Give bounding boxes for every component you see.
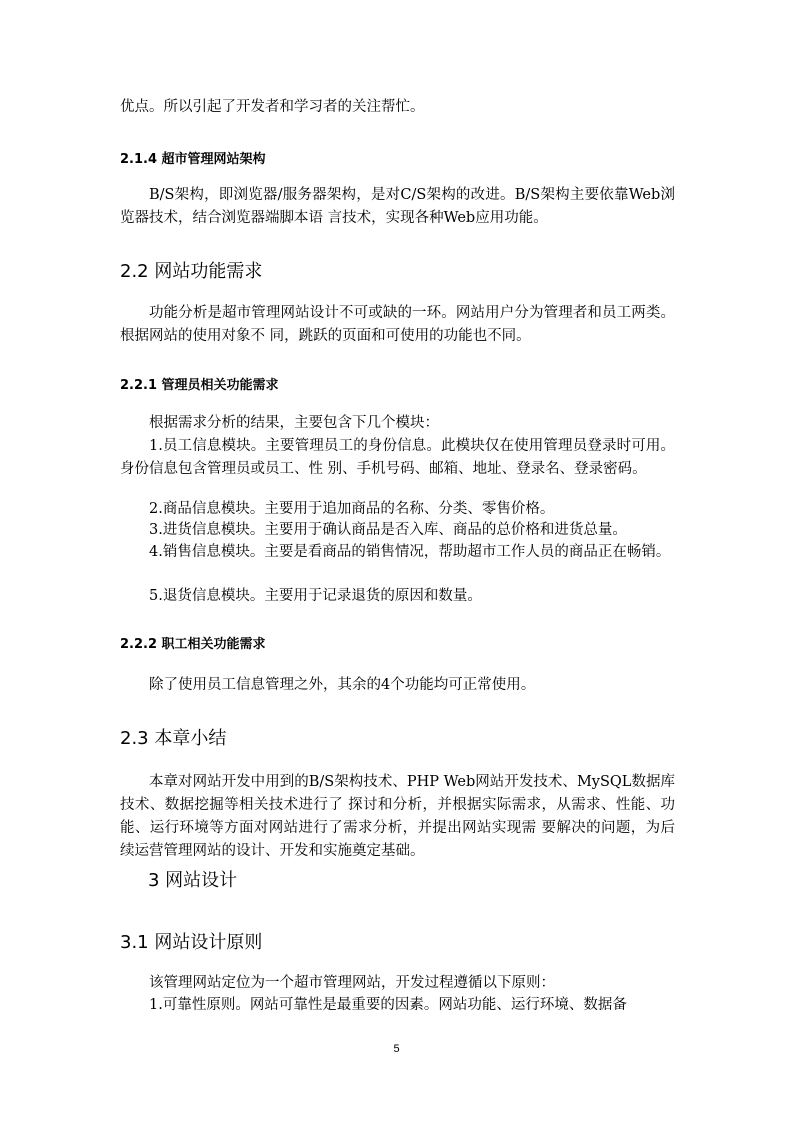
paragraph-module-1: 1.员工信息模块。主要管理员工的身份信息。此模块仅在使用管理员登录时可用。身份信息包含管理员或员工、性 别、手机号码、邮箱、地址、登录名、登录密码。 [120, 438, 675, 477]
paragraph-principles-intro: 该管理网站定位为一个超市管理网站，开发过程遵循以下原则： [149, 975, 555, 991]
paragraph-module-2: 2.商品信息模块。主要用于追加商品的名称、分类、零售价格。 [149, 501, 555, 517]
paragraph-modules-intro: 根据需求分析的结果，主要包含下几个模块： [149, 415, 439, 431]
paragraph-chapter-summary: 本章对网站开发中用到的B/S架构技术、PHP Web网站开发技术、MySQL数据库技术、数据挖掘等相关技术进行了 探讨和分析，并根据实际需求，从需求、性能、功能、运行环境等方面对网站进行了需求分析，并提出网站实现需 要解决的问题，为后续运营管理网站的设计、开发和实施奠定基础。 [120, 774, 675, 859]
paragraph-module-4: 4.销售信息模块。主要是看商品的销售情况，帮助超市工作人员的商品正在畅销。 [149, 544, 671, 560]
paragraph-continuation: 优点。所以引起了开发者和学习者的关注帮忙。 [120, 99, 425, 115]
paragraph-reliability: 1.可靠性原则。网站可靠性是最重要的因素。网站功能、运行环境、数据备 [149, 997, 627, 1013]
page-number: 5 [393, 1043, 400, 1055]
heading-2-2-2: 2.2.2 职工相关功能需求 [120, 637, 266, 652]
paragraph-bs-architecture: B/S架构，即浏览器/服务器架构，是对C/S架构的改进。B/S架构主要依靠Web浏览器技术，结合浏览器端脚本语 言技术，实现各种Web应用功能。 [120, 187, 675, 226]
paragraph-module-5: 5.退货信息模块。主要用于记录退货的原因和数量。 [149, 588, 482, 604]
paragraph-staff-functions: 除了使用员工信息管理之外，其余的4个功能均可正常使用。 [149, 677, 536, 693]
paragraph-module-3: 3.进货信息模块。主要用于确认商品是否入库、商品的总价格和进货总量。 [149, 522, 627, 538]
heading-2-2: 2.2 网站功能需求 [120, 261, 263, 282]
paragraph-function-analysis: 功能分析是超市管理网站设计不可或缺的一环。网站用户分为管理者和员工两类。根据网站的使用对象不 同，跳跃的页面和可使用的功能也不同。 [120, 305, 675, 344]
heading-2-1-4: 2.1.4 超市管理网站架构 [120, 152, 266, 167]
heading-chapter-3: 3 网站设计 [148, 870, 238, 891]
heading-2-2-1: 2.2.1 管理员相关功能需求 [120, 378, 279, 393]
heading-3-1: 3.1 网站设计原则 [120, 932, 263, 953]
heading-2-3: 2.3 本章小结 [120, 728, 227, 749]
